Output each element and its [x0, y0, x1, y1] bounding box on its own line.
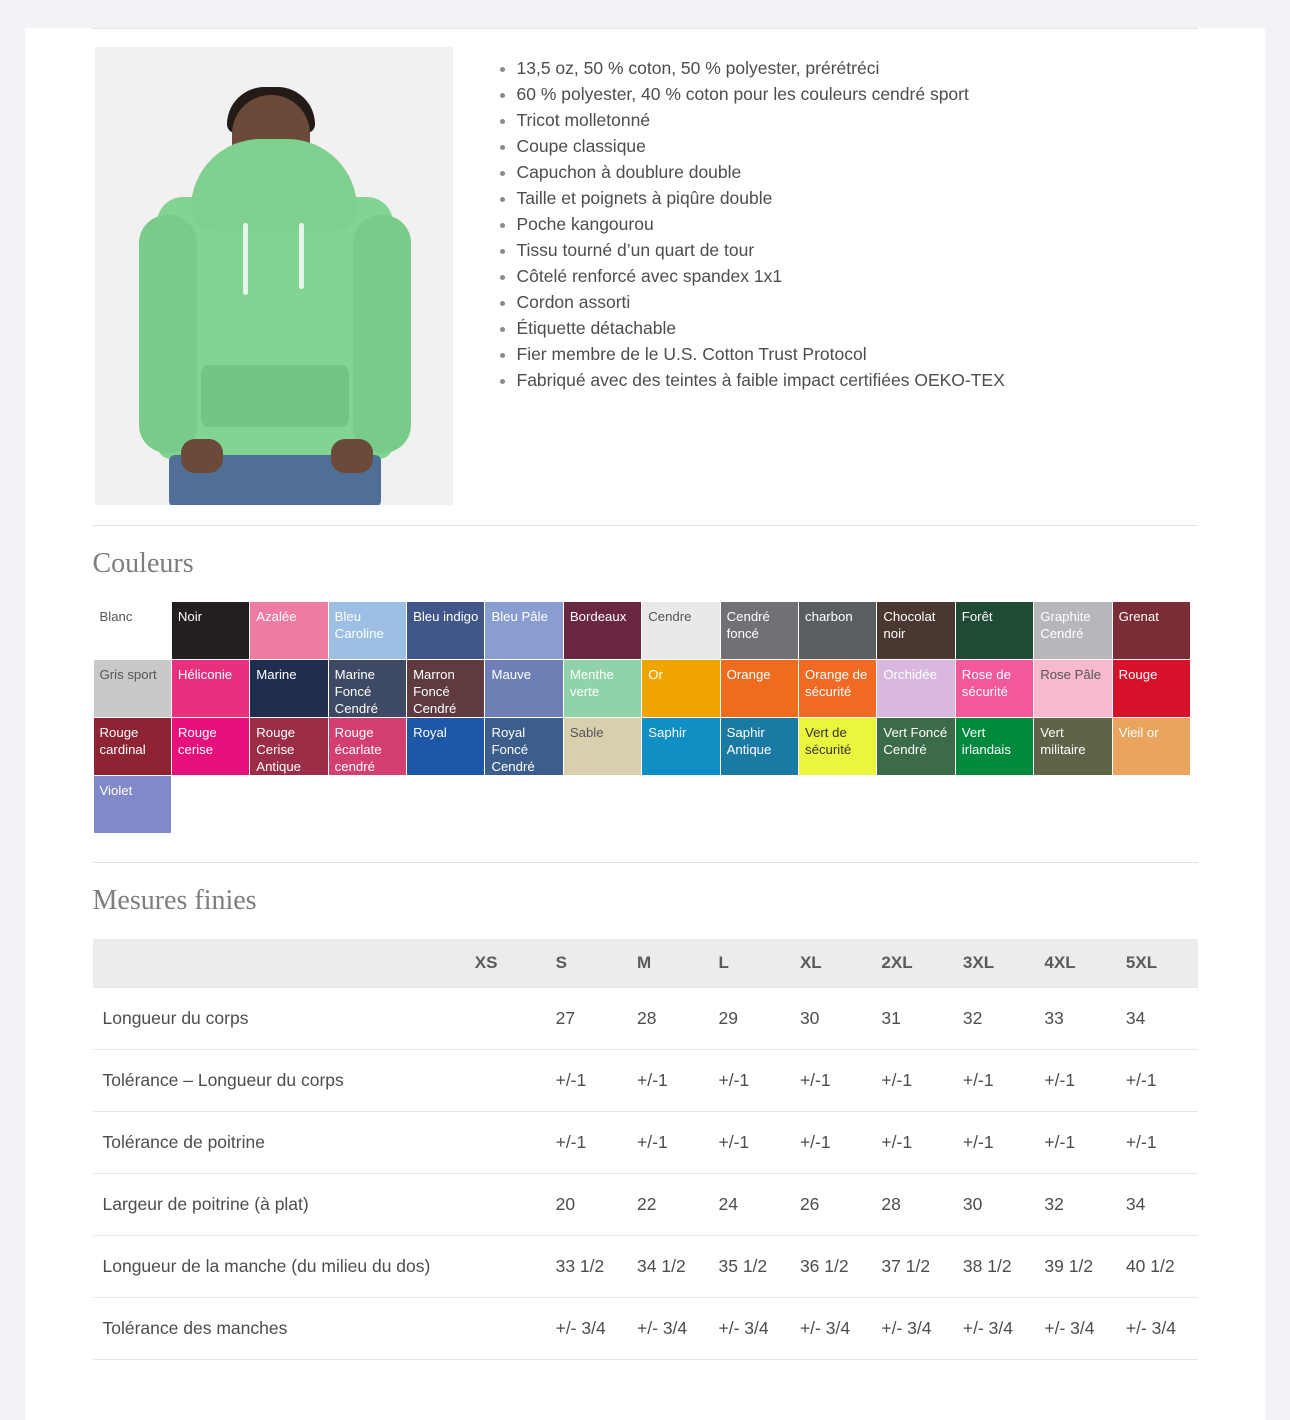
feature-item: • Taille et poignets à piqûre double: [517, 185, 1198, 211]
color-swatch-label: Menthe verte: [569, 667, 614, 699]
color-swatch[interactable]: [407, 718, 485, 776]
measure-cell: +/-1: [871, 1050, 953, 1112]
product-image-wrap: [93, 47, 453, 505]
feature-item: • Étiquette détachable: [517, 315, 1198, 341]
table-col-header-size: 3XL: [953, 939, 1035, 988]
measure-cell: +/-1: [627, 1112, 708, 1174]
color-swatch[interactable]: [721, 718, 799, 776]
hoodie-drawcord-left: [243, 223, 248, 295]
measure-cell: 22: [627, 1174, 708, 1236]
color-swatch[interactable]: [956, 660, 1034, 718]
measure-cell: +/-1: [790, 1050, 871, 1112]
hoodie-right-sleeve-shape: [353, 215, 411, 453]
color-swatch[interactable]: [172, 602, 250, 660]
measure-row-label: Tolérance – Longueur du corps: [93, 1050, 465, 1112]
color-swatch[interactable]: [564, 718, 642, 776]
product-overview: [93, 29, 1198, 505]
color-swatch-label: Forêt: [961, 609, 993, 624]
measure-cell: +/- 3/4: [627, 1298, 708, 1360]
color-swatch-label: Graphite Cendré: [1040, 609, 1091, 641]
measure-cell: +/- 3/4: [1116, 1298, 1198, 1360]
table-col-header-size: 5XL: [1116, 939, 1198, 988]
measures-divider: [93, 862, 1198, 863]
product-page: [25, 28, 1265, 1420]
measure-cell: +/-1: [709, 1050, 790, 1112]
page-inner: [93, 28, 1198, 1360]
measure-cell: 33 1/2: [546, 1236, 627, 1298]
color-swatch[interactable]: [1034, 602, 1112, 660]
color-swatch[interactable]: [407, 602, 485, 660]
measure-cell: 20: [546, 1174, 627, 1236]
color-swatch[interactable]: [172, 718, 250, 776]
color-swatch-label: Mauve: [491, 667, 532, 682]
color-swatch[interactable]: [329, 718, 407, 776]
feature-item: • 60 % polyester, 40 % coton pour les couleurs cendré sport: [517, 81, 1198, 107]
table-col-header-label: [93, 939, 465, 988]
measure-cell: 27: [546, 988, 627, 1050]
color-swatch[interactable]: [721, 660, 799, 718]
measure-cell: +/-1: [627, 1050, 708, 1112]
table-col-header-size: XS: [465, 939, 546, 988]
measure-cell: 29: [709, 988, 790, 1050]
measure-cell: 28: [627, 988, 708, 1050]
color-swatch[interactable]: [94, 602, 172, 660]
measure-cell: 34: [1116, 1174, 1198, 1236]
table-col-header-size: 2XL: [871, 939, 953, 988]
measure-cell: +/- 3/4: [546, 1298, 627, 1360]
color-swatch[interactable]: [1034, 660, 1112, 718]
measure-cell: +/-1: [953, 1112, 1035, 1174]
color-swatch-label: Royal: [413, 725, 447, 740]
color-swatch[interactable]: [642, 660, 720, 718]
color-swatch-label: Azalée: [256, 609, 297, 624]
color-swatch[interactable]: [642, 602, 720, 660]
color-swatch[interactable]: [250, 602, 328, 660]
measure-cell: +/-1: [546, 1050, 627, 1112]
color-swatch[interactable]: [250, 660, 328, 718]
table-row: [93, 1298, 1198, 1360]
table-body: [93, 988, 1198, 1360]
kangaroo-pocket-shape: [201, 365, 349, 427]
color-swatch-label: Saphir: [648, 725, 687, 740]
color-swatch-label: Rouge écarlate cendré: [334, 725, 382, 774]
color-swatch-label: Orchidée: [883, 667, 937, 682]
table-col-header-size: XL: [790, 939, 871, 988]
color-swatch[interactable]: [485, 602, 563, 660]
measure-cell: +/- 3/4: [953, 1298, 1035, 1360]
color-swatch[interactable]: [721, 602, 799, 660]
measure-cell: 30: [953, 1174, 1035, 1236]
table-head: [93, 939, 1198, 988]
color-swatch-grid: [94, 602, 1192, 834]
feature-item: • Cordon assorti: [517, 289, 1198, 315]
color-swatch-label: Rouge: [1118, 667, 1158, 682]
measure-cell: [465, 1298, 546, 1360]
measure-cell: 36 1/2: [790, 1236, 871, 1298]
color-swatch[interactable]: [956, 602, 1034, 660]
table-col-header-size: S: [546, 939, 627, 988]
color-swatch[interactable]: [1113, 660, 1191, 718]
measure-cell: +/-1: [709, 1112, 790, 1174]
finished-measurements-table: [93, 939, 1198, 1360]
measure-cell: +/- 3/4: [790, 1298, 871, 1360]
measure-row-label: Longueur du corps: [93, 988, 465, 1050]
measure-cell: +/- 3/4: [871, 1298, 953, 1360]
color-swatch[interactable]: [94, 718, 172, 776]
color-swatch-label: Blanc: [99, 609, 133, 624]
measure-cell: 38 1/2: [953, 1236, 1035, 1298]
color-swatch-label: Violet: [99, 783, 133, 798]
feature-item: • Côtelé renforcé avec spandex 1x1: [517, 263, 1198, 289]
color-swatch[interactable]: [250, 718, 328, 776]
feature-item: • Poche kangourou: [517, 211, 1198, 237]
feature-item: • Capuchon à doublure double: [517, 159, 1198, 185]
color-swatch-label: Sable: [569, 725, 604, 740]
measure-cell: 26: [790, 1174, 871, 1236]
measure-cell: +/-1: [1034, 1050, 1116, 1112]
measure-cell: 37 1/2: [871, 1236, 953, 1298]
measure-cell: [465, 988, 546, 1050]
color-swatch-label: Cendré foncé: [726, 609, 770, 641]
color-swatch[interactable]: [94, 660, 172, 718]
measure-cell: +/-1: [953, 1050, 1035, 1112]
color-swatch-label: Chocolat noir: [883, 609, 936, 641]
table-row: [93, 1174, 1198, 1236]
color-swatch-label: Orange de sécurité: [805, 667, 868, 699]
color-swatch[interactable]: [642, 718, 720, 776]
measure-cell: +/-1: [1034, 1112, 1116, 1174]
color-swatch-label: Rouge cerise: [177, 725, 217, 757]
color-swatch[interactable]: [94, 776, 172, 834]
color-swatch-label: Grenat: [1118, 609, 1159, 624]
color-swatch[interactable]: [172, 660, 250, 718]
measure-cell: [465, 1112, 546, 1174]
measure-cell: +/-1: [1116, 1112, 1198, 1174]
color-swatch-label: Marine Foncé Cendré: [334, 667, 378, 716]
color-swatch-label: Bleu Caroline: [334, 609, 384, 641]
color-swatch[interactable]: [799, 602, 877, 660]
table-row: [93, 1050, 1198, 1112]
color-swatch[interactable]: [1113, 718, 1191, 776]
measure-cell: 33: [1034, 988, 1116, 1050]
measure-cell: +/-1: [790, 1112, 871, 1174]
measure-cell: 24: [709, 1174, 790, 1236]
color-swatch[interactable]: [799, 718, 877, 776]
color-swatch-label: Orange: [726, 667, 771, 682]
color-swatch-label: Bordeaux: [569, 609, 627, 624]
color-swatch-label: Rouge cardinal: [99, 725, 146, 757]
color-swatch-label: Noir: [177, 609, 203, 624]
measure-cell: [465, 1174, 546, 1236]
table-col-header-size: M: [627, 939, 708, 988]
hoodie-drawcord-right: [299, 223, 304, 289]
table-row: [93, 988, 1198, 1050]
color-swatch-label: Gris sport: [99, 667, 157, 682]
measure-cell: 28: [871, 1174, 953, 1236]
product-features: [453, 47, 1198, 393]
color-swatch-label: Vert irlandais: [961, 725, 1011, 757]
measure-cell: 39 1/2: [1034, 1236, 1116, 1298]
color-swatch-label: Vert de sécurité: [805, 725, 852, 757]
measure-cell: [465, 1050, 546, 1112]
color-swatch-label: Or: [648, 667, 663, 682]
color-swatch-label: Vieil or: [1118, 725, 1159, 740]
color-swatch-label: Vert militaire: [1040, 725, 1086, 757]
measure-cell: +/-1: [1116, 1050, 1198, 1112]
measure-cell: +/-1: [546, 1112, 627, 1174]
color-swatch[interactable]: [485, 718, 563, 776]
measure-row-label: Tolérance des manches: [93, 1298, 465, 1360]
measure-cell: +/-1: [871, 1112, 953, 1174]
color-swatch-label: Rose de sécurité: [961, 667, 1011, 699]
color-swatch[interactable]: [956, 718, 1034, 776]
color-swatch-label: Vert Foncé Cendré: [883, 725, 948, 757]
measure-cell: 34: [1116, 988, 1198, 1050]
color-swatch[interactable]: [329, 660, 407, 718]
colors-heading: Couleurs: [92, 548, 194, 579]
color-swatch-label: Marine: [256, 667, 297, 682]
measures-heading: Mesures finies: [92, 885, 257, 916]
color-swatch[interactable]: [329, 602, 407, 660]
color-swatch-label: Héliconie: [177, 667, 233, 682]
model-left-hand-shape: [181, 439, 223, 473]
table-col-header-size: 4XL: [1034, 939, 1116, 988]
feature-item: • Coupe classique: [517, 133, 1198, 159]
measure-cell: 35 1/2: [709, 1236, 790, 1298]
model-right-hand-shape: [331, 439, 373, 473]
table-row: [93, 1236, 1198, 1298]
color-swatch-label: Bleu Pâle: [491, 609, 548, 624]
color-swatch-label: Cendre: [648, 609, 692, 624]
color-swatch[interactable]: [877, 660, 955, 718]
product-photo: [95, 47, 453, 505]
table-row: [93, 1112, 1198, 1174]
color-swatch-label: charbon: [805, 609, 853, 624]
measure-cell: 31: [871, 988, 953, 1050]
feature-item: • Fier membre de le U.S. Cotton Trust Protocol: [517, 341, 1198, 367]
color-swatch[interactable]: [1034, 718, 1112, 776]
measure-cell: +/- 3/4: [709, 1298, 790, 1360]
feature-item: • Fabriqué avec des teintes à faible impact certifiées OEKO-TEX: [517, 367, 1198, 393]
measure-cell: 30: [790, 988, 871, 1050]
measure-row-label: Longueur de la manche (du milieu du dos): [93, 1236, 465, 1298]
color-swatch-label: Saphir Antique: [726, 725, 772, 757]
table-col-header-size: L: [709, 939, 790, 988]
measure-cell: +/- 3/4: [1034, 1298, 1116, 1360]
measure-row-label: Tolérance de poitrine: [93, 1112, 465, 1174]
measure-cell: [465, 1236, 546, 1298]
feature-item: • 13,5 oz, 50 % coton, 50 % polyester, prérétréci: [517, 55, 1198, 81]
color-swatch[interactable]: [564, 602, 642, 660]
table-header-row: [93, 939, 1198, 988]
color-swatch[interactable]: [799, 660, 877, 718]
hoodie-left-sleeve-shape: [139, 215, 197, 453]
color-swatch-label: Marron Foncé Cendré: [413, 667, 457, 716]
feature-item: • Tricot molletonné: [517, 107, 1198, 133]
color-swatch[interactable]: [877, 718, 955, 776]
colors-divider: [93, 525, 1198, 526]
color-swatch-label: Royal Foncé Cendré: [491, 725, 535, 774]
feature-item: • Tissu tourné d’un quart de tour: [517, 237, 1198, 263]
color-swatch[interactable]: [407, 660, 485, 718]
color-swatch-label: Rose Pâle: [1040, 667, 1102, 682]
color-swatch[interactable]: [1113, 602, 1191, 660]
measure-cell: 32: [953, 988, 1035, 1050]
feature-list: [491, 55, 1198, 393]
measure-cell: 32: [1034, 1174, 1116, 1236]
color-swatch[interactable]: [564, 660, 642, 718]
color-swatch[interactable]: [485, 660, 563, 718]
measure-cell: 34 1/2: [627, 1236, 708, 1298]
color-swatch-label: Bleu indigo: [413, 609, 479, 624]
measure-cell: 40 1/2: [1116, 1236, 1198, 1298]
color-swatch-label: Rouge Cerise Antique: [256, 725, 302, 774]
color-swatch[interactable]: [877, 602, 955, 660]
measure-row-label: Largeur de poitrine (à plat): [93, 1174, 465, 1236]
